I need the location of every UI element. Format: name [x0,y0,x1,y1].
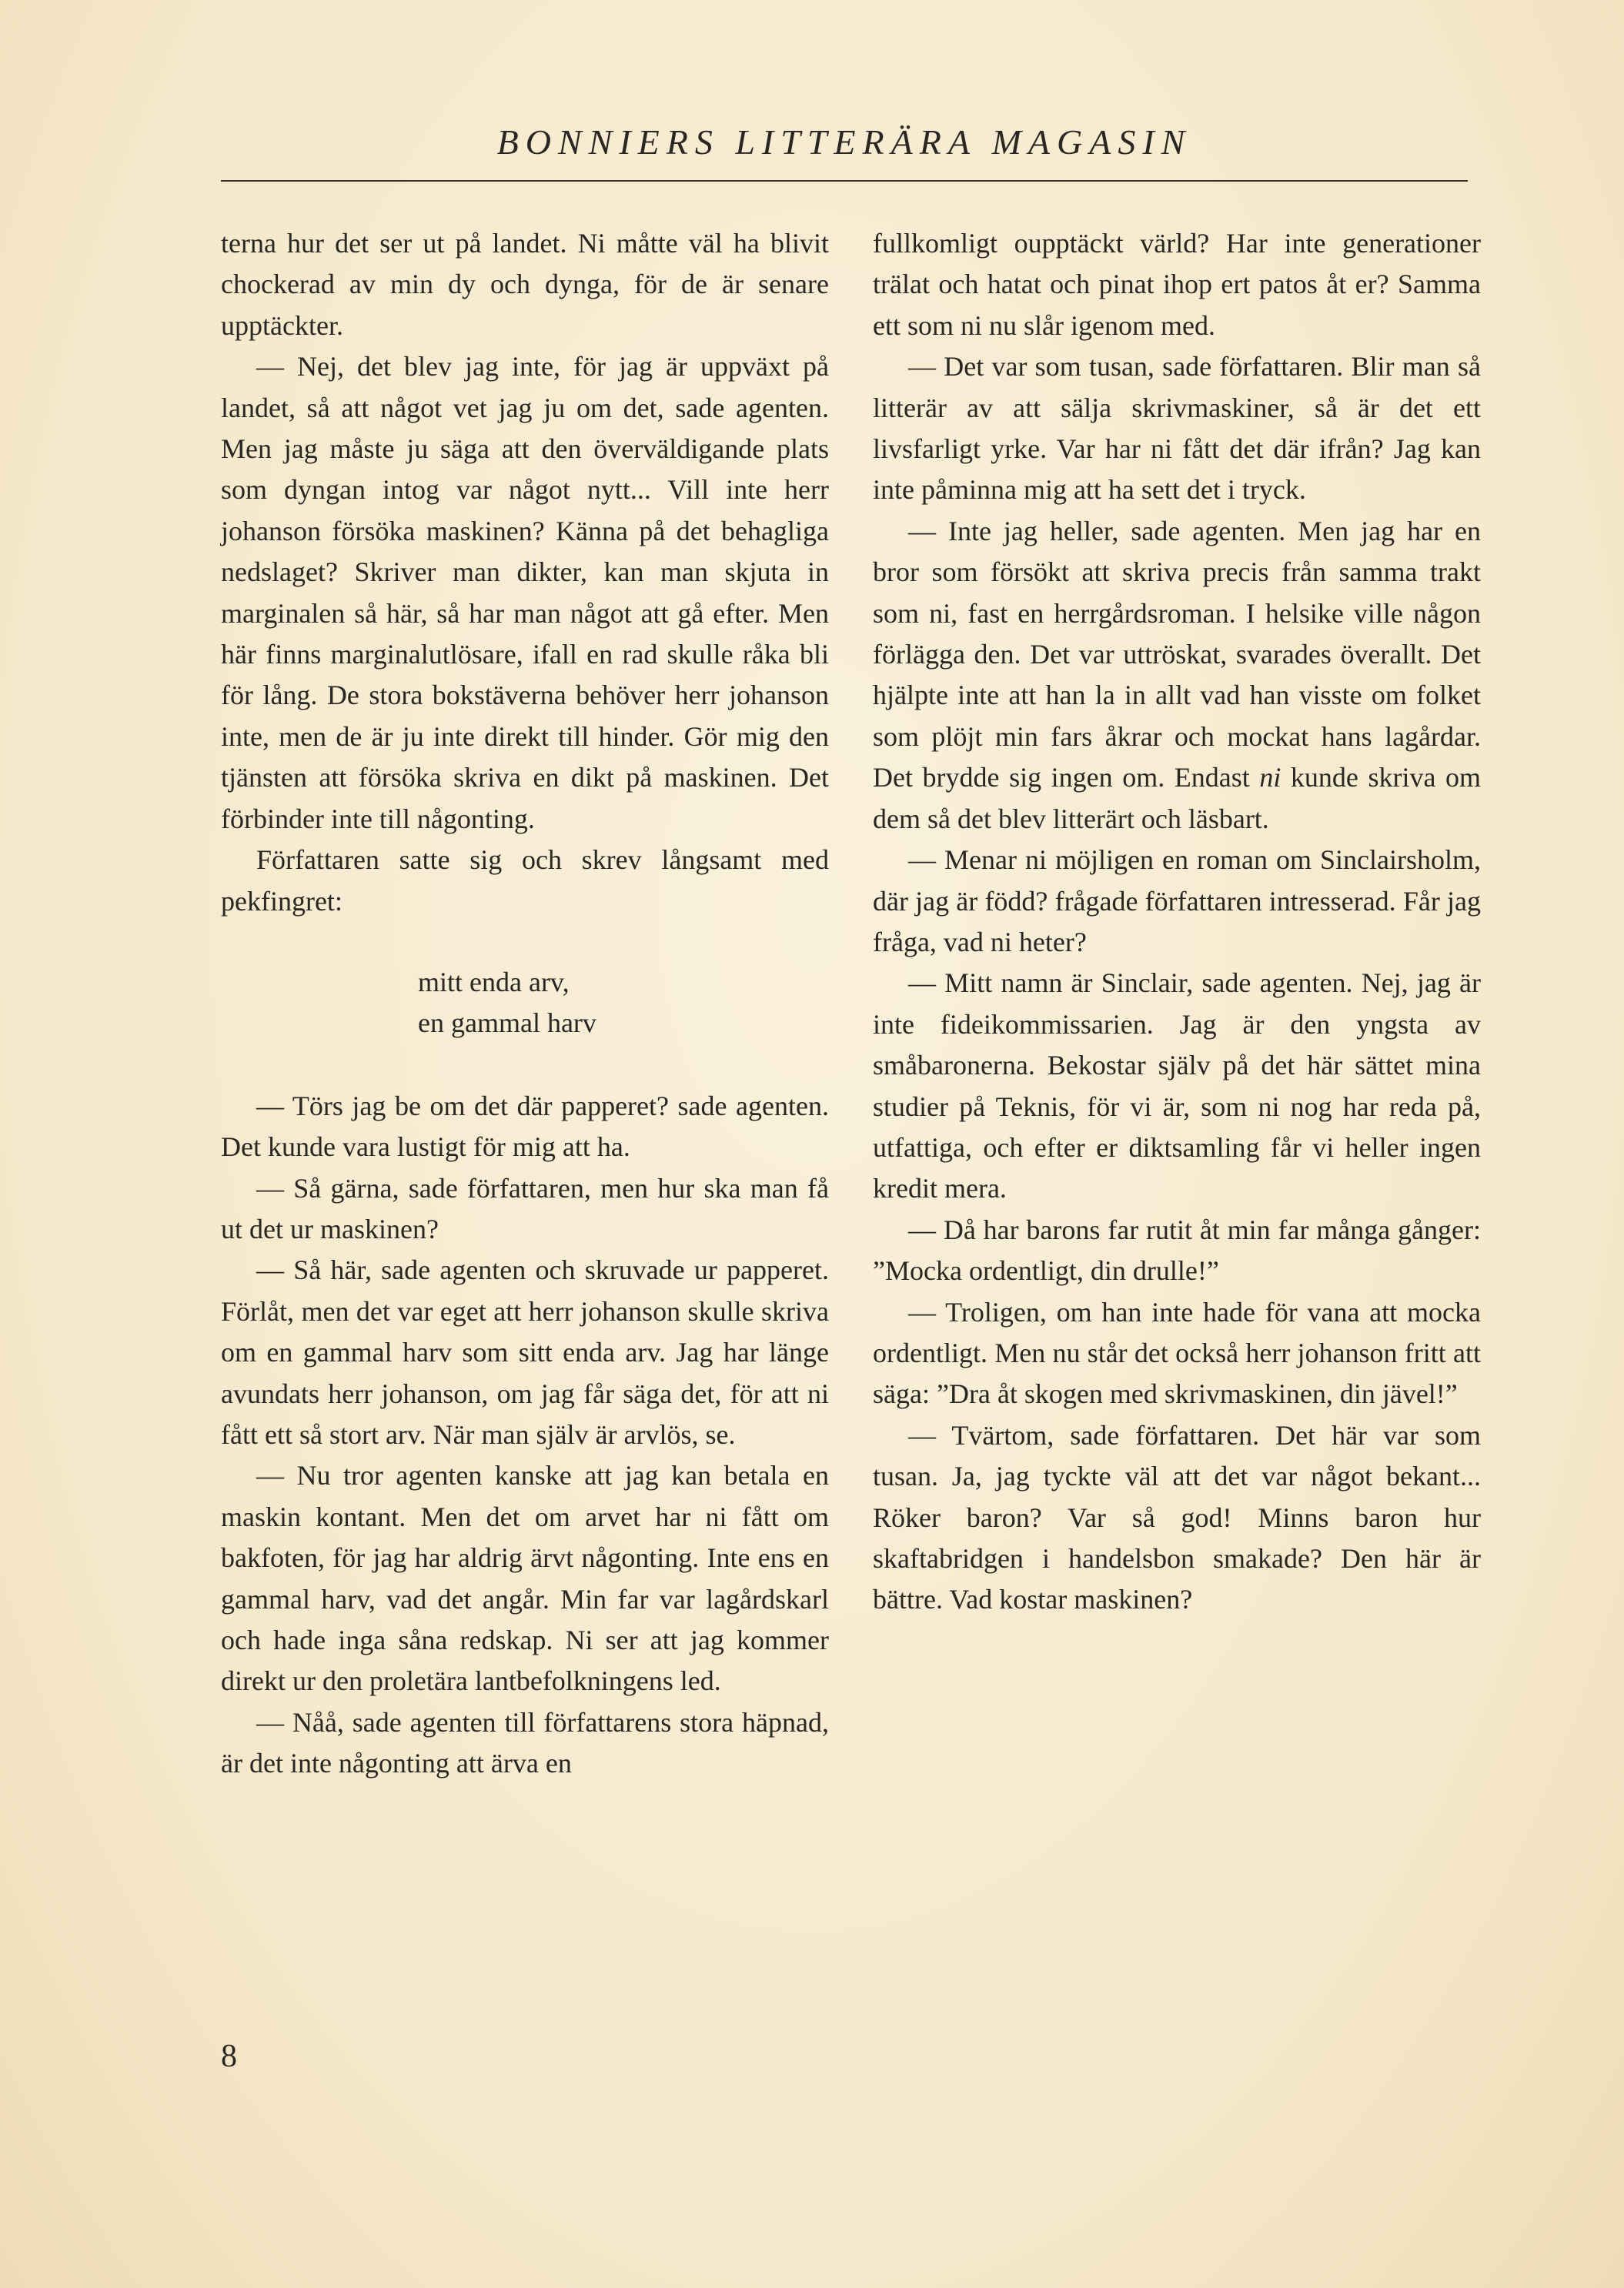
paragraph: — Så gärna, sade författaren, men hur ska man få ut det ur maskinen? [221,1172,829,1244]
paragraph: — Då har barons far rutit åt min far många gånger: ”Mocka ordentligt, din drulle!” [873,1214,1481,1287]
running-head: BONNIERS LITTERÄRA MAGASIN [496,122,1192,162]
paragraph: terna hur det ser ut på landet. Ni måtte väl ha blivit chockerad av min dy och dynga, för de är senare upptäckter. [221,228,829,341]
poem-verse [221,962,829,1044]
paragraph: fullkomligt oupptäckt värld? Har inte generationer trälat och hatat och pinat ihop ert patos åt er? Samma ett som ni nu slår igenom med. [873,228,1481,341]
paragraph: — Nej, det blev jag inte, för jag är uppväxt på landet, så att något vet jag ju om det, sade agenten. Men jag måste ju säga att den överväldigande plats som dyngan intog var något nytt... Vill inte herr johanson försöka maskinen? Känna på det behagliga nedslaget? Skriver man dikter, kan man skjuta in marginalen så här, så har man något att gå efter. Men här finns marginalutlösare, ifall en rad skulle råka bli för lång. De stora bokstäverna behöver herr johanson inte, men de är ju inte direkt till hinder. Gör mig den tjänsten att försöka skriva en dikt på maskinen. Det förbinder inte till någonting. [221,351,829,834]
paragraph [873,511,1481,840]
paragraph-text: — Inte jag heller, sade agenten. Men jag har en bror som försökt att skriva precis från samma trakt som ni, fast en herrgårdsroman. I helsike ville någon förlägga den. Det var uttröskat, svarades överallt. Det hjälpte inte att han la in allt vad han visste om folket som plöjt min fars åkrar och mockat hans lagårdar. Det brydde sig ingen om. Endast [873,515,1481,793]
left-column [221,223,829,1785]
paragraph: — Menar ni möjligen en roman om Sinclairsholm, där jag är född? frågade författaren intresserad. Får jag fråga, vad ni heter? [873,844,1481,957]
paragraph: — Nåå, sade agenten till författarens stora häpnad, är det inte någonting att ärva en [221,1706,829,1779]
header-rule [221,180,1468,182]
paragraph: — Mitt namn är Sinclair, sade agenten. Nej, jag är inte fideikommissarien. Jag är den yngsta av småbaronerna. Bekostar själv på det här sättet mina studier på Teknis, för vi är, som ni nog har reda på, utfattiga, och efter er diktsamling får vi heller ingen kredit mera. [873,967,1481,1204]
paragraph: — Troligen, om han inte hade för vana att mocka ordentligt. Men nu står det också herr johanson fritt att säga: ”Dra åt skogen med skrivmaskinen, din jävel!” [873,1296,1481,1410]
right-column [873,223,1481,1621]
paragraph: — Törs jag be om det där papperet? sade agenten. Det kunde vara lustigt för mig att ha. [221,1090,829,1163]
page-number: 8 [221,2039,237,2074]
paragraph-text-continued: kunde skriva om dem så det blev litterärt och läsbart. [873,762,1482,834]
paragraph: — Tvärtom, sade författaren. Det här var som tusan. Ja, jag tyckte väl att det var något bekant... Röker baron? Var så god! Minns baron hur skaftabridgen i handelsbon smakade? Den här är bättre. Vad kostar maskinen? [873,1419,1481,1615]
verse-line: mitt enda arv, [418,966,570,997]
italic-word: ni [1259,762,1281,793]
paragraph: — Det var som tusan, sade författaren. Blir man så litterär av att sälja skrivmaskiner, så är det ett livsfarligt yrke. Var har ni fått det där ifrån? Jag kan inte påminna mig att ha sett det i tryck. [873,351,1481,506]
paragraph: Författaren satte sig och skrev långsamt med pekfingret: [221,844,829,917]
verse-line: en gammal harv [418,1007,596,1039]
paragraph: — Nu tror agenten kanske att jag kan betala en maskin kontant. Men det om arvet har ni fått om bakfoten, för jag har aldrig ärvt någonting. Inte ens en gammal harv, vad det angår. Min far var lagårdskarl och hade inga såna redskap. Ni ser att jag kommer direkt ur den proletära lantbefolkningens led. [221,1460,829,1697]
paragraph: — Så här, sade agenten och skruvade ur papperet. Förlåt, men det var eget att herr johanson skulle skriva om en gammal harv som sitt enda arv. Jag har länge avundats herr johanson, om jag får säga det, för att ni fått ett så stort arv. När man själv är arvlös, se. [221,1254,829,1450]
